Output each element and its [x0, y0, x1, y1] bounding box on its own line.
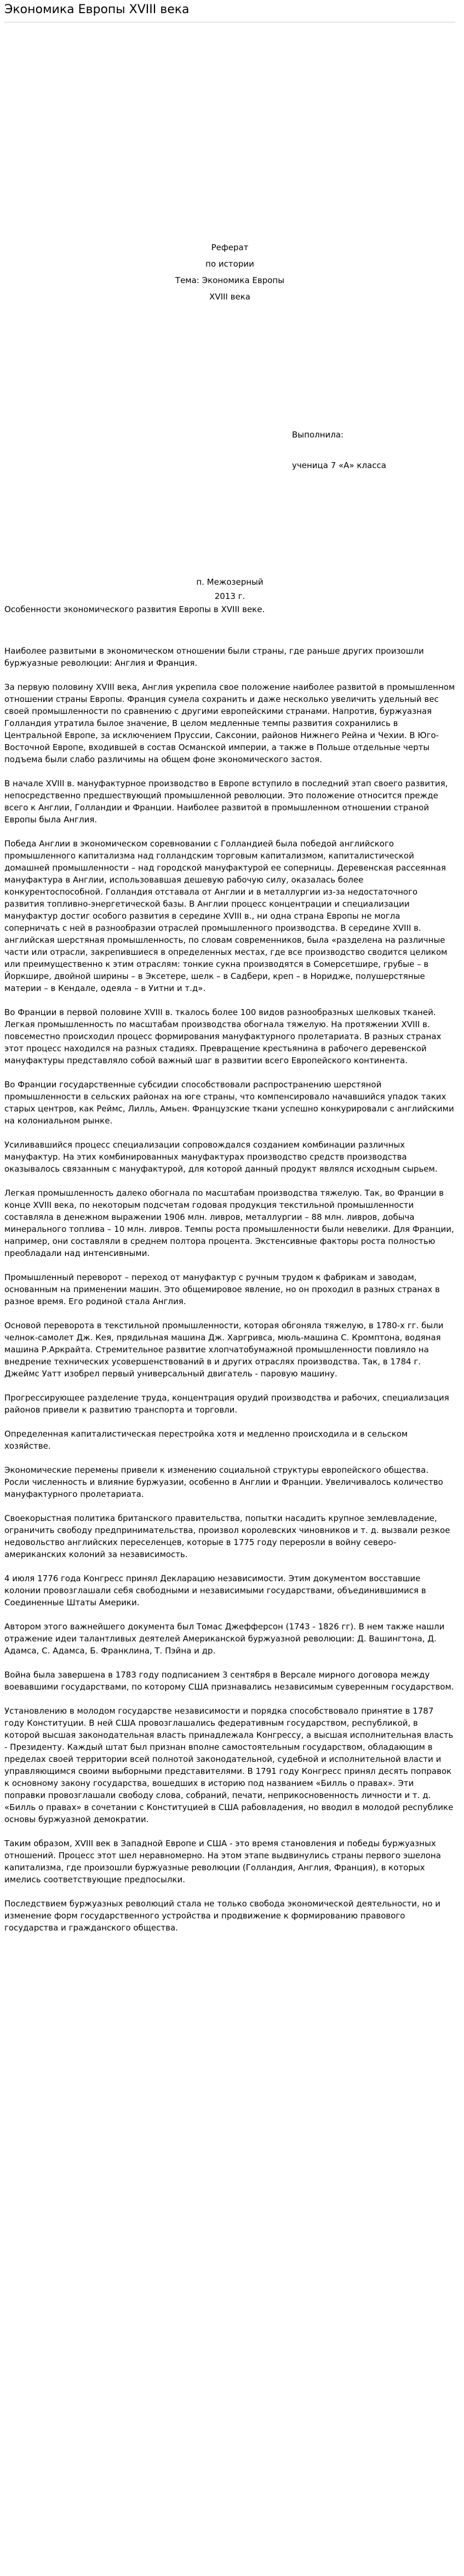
title-line-essay: Реферат — [211, 243, 249, 252]
paragraph: Усиливавшийся процесс специализации сопровождался созданием комбинации различных мануфактур. На этих комбинированных мануфактурах производство средств производства оказывалось связанным с мануфактурой, для которой данный продукт являлся исходным сырьем. — [4, 1140, 438, 1174]
document-title: Экономика Европы XVIII века — [4, 2, 455, 22]
performer-block — [292, 428, 455, 472]
performer-label: Выполнила: — [292, 430, 344, 440]
place-text: п. Межозерный — [196, 577, 263, 587]
paragraph: За первую половину XVIII века, Англия укрепила свое положение наиболее развитой в промышленном отношении страны Европы. Франция сумела сохранить и даже несколько увеличить удельный вес своей промышленности по сравнению с другими европейскими странами. Напротив, буржуазная Голландия утратила былое значение, В целом медленные темпы развития сохранились в Центральной Европе, за исключением Пруссии, Саксонии, районов Нижнего Рейна и Чехии. В Юго-Восточной Европе, входившей в состав Османской империи, а также в Польше отдельные черты подъема были слабо различимы на общем фоне экономического застоя. — [4, 682, 455, 764]
title-line-topic-cont: XVIII века — [209, 292, 250, 302]
paragraph: В начале XVIII в. мануфактурное производство в Европе вступило в последний этап своего развития, непосредственно предшествующий промышленной революции. Это положение относится прежде всего к Англии, Голландии и Франции. Наиболее развитой в промышленном отношении страной Европы была Англия. — [4, 779, 448, 825]
paragraph: Прогрессирующее разделение труда, концентрация орудий производства и рабочих, специализация районов привели к развитию транспорта и торговли. — [4, 1393, 449, 1415]
paragraph: Промышленный переворот – переход от мануфактур с ручным трудом к фабрикам и заводам, основанным на применении машин. Это общемировое явление, но он проходил в разных странах в разное время. Его родиной стала Англия. — [4, 1272, 440, 1306]
essay-heading: Особенности экономического развития Европы в XVIII веке. — [4, 604, 265, 614]
place-year-block — [4, 575, 455, 603]
title-line-subject: по истории — [205, 259, 254, 269]
paragraph: Война была завершена в 1783 году подписанием 3 сентября в Версале мирного договора между воевавшими государствами, по которому США признавались независимым суверенным государством. — [4, 1670, 454, 1692]
paragraph: Основой переворота в текстильной промышленности, которая обгоняла тяжелую, в 1780-х гг. были челнок-самолет Дж. Кея, прядильная машина Дж. Харгривса, мюль-машина С. Кромптона, водяная машина Р.Аркрайта. Стремительное развитие хлопчатобумажной промышленности повлияло на внедрение технических усовершенствований в и других отраслях производства. Так, в 1784 г. Джеймс Уатт изобрел первый универсальный двигатель - паровую машину. — [4, 1321, 444, 1379]
title-line-topic: Тема: Экономика Европы — [175, 275, 285, 285]
paragraph: Победа Англии в экономическом соревновании с Голландией была победой английского промышленного капитализма над голландским торговым капитализмом, капиталистической домашней промышленности – над городской мануфактурой ее соперницы. Деревенская рассеянная мануфактура в Англии, использовавшая дешевую рабочую силу, оказалась более конкурентоспособной. Голландия отставала от Англии и в металлургии из-за недостаточного развития топливно-энергетической базы. В Англии процесс концентрации и специализации мануфактур достиг особого развития в середине XVIII в., ни одна страна Европы не могла соперничать с ней в разнообразии отраслей промышленного производства. В середине XVIII в. английская шерстяная промышленность, по словам современников, была «разделена на различные части или отрасли, закрепившиеся в определенных местах, где все производство сводится целиком или преимущественно к этим отраслям: тонкие сукна производятся в Сомерсетшире, грубые – в Йоркшире, двойной ширины – в Эксетере, шелк – в Садбери, креп – в Норидже, полушерстяные материи – в Кендале, одеяла – в Уитни и т.д». — [4, 839, 448, 993]
essay-content — [4, 603, 455, 1934]
paragraph: Своекорыстная политика британского правительства, попытки насадить крупное землевладение, ограничить свободу предпринимательства, произвол королевских чиновников и т. д. вызвали резкое недовольство английских переселенцев, которые в 1775 году перерosли в войну северо-американских колоний за независимость. — [4, 1513, 450, 1559]
performer-student: ученица 7 «А» класса — [292, 460, 386, 470]
paragraph: Последствием буржуазных революций стала не только свобода экономической деятельности, но и изменение форм государственного устройства и продвижение к формированию правового государства и гражданского общества. — [4, 1899, 441, 1933]
paragraph: Экономические перемены привели к изменению социальной структуры европейского общества. Росли численность и влияние буржуазии, особенно в Англии и Франции. Увеличивалось количество мануфактурного пролетариата. — [4, 1465, 443, 1499]
paragraph: Во Франции государственные субсидии способствовали распространению шерстяной промышленности в сельских районах на юге страны, что компенсировало начавшийся упадок таких старых центров, как Реймс, Лилль, Амьен. Французские ткани успешно конкурировали с английскими на колониальном рынке. — [4, 1080, 454, 1126]
year-text: 2013 г. — [214, 591, 245, 601]
paragraph: Во Франции в первой половине XVIII в. ткалось более 100 видов разнообразных шелковых тканей. Легкая промышленность по масштабам производства обогнала тяжелую. На протяжении XVIII в. повсеместно происходил процесс формирования мануфактурного пролетариата. В разных странах этот процесс находился на разных стадиях. Превращение крестьянина в рабочего деревенской мануфактуры представляло собой важный шаг в развитии всего Европейского континента. — [4, 1007, 442, 1065]
paragraph: Определенная капиталистическая перестройка хотя и медленно происходила и в сельском хозяйстве. — [4, 1429, 408, 1451]
title-block — [4, 239, 455, 305]
paragraph: Наиболее развитыми в экономическом отношении были страны, где раньше других произошли буржуазные революции: Англия и Франция. — [4, 646, 424, 668]
paragraph: Таким образом, XVIII век в Западной Европе и США - это время становления и победы буржуазных отношений. Процесс этот шел неравномерно. На этом этапе выдвинулись страны первого эшелона капитализма, где произошли буржуазные революции (Голландия, Англия, Франция), в которых имелись соответствующие предпосылки. — [4, 1839, 441, 1885]
paragraph: 4 июля 1776 года Конгресс принял Декларацию независимости. Этим документом восставшие колонии провозглашали себя свободными и независимыми государствами, объединившимися в Соединенные Штаты Америки. — [4, 1574, 426, 1607]
paragraph: Легкая промышленность далеко обогнала по масштабам производства тяжелую. Так, во Франции в конце XVIII века, по некоторым подсчетам годовая продукция текстильной промышленности составляла в денежном выражении 1906 млн. ливров, металлургии – 88 млн. ливров, добыча минерального топлива – 10 млн. ливров. Темпы роста промышленности были невелики. Для Франции, например, они составляли в среднем полтора процента. Экстенсивные факторы роста полностью преобладали над интенсивными. — [4, 1188, 454, 1258]
paragraph: Автором этого важнейшего документа был Томас Джефферсон (1743 - 1826 гг). В нем также нашли отражение идеи талантливых деятелей Американской буржуазной революции: Д. Вашингтона, Д. Адамса, С. Адамса, Б. Франклина, Т. Пэйна и др. — [4, 1622, 445, 1656]
paragraph: Установлению в молодом государстве независимости и порядка способствовало принятие в 1787 году Конституции. В ней США провозглашались федеративным государством, республикой, в которой высшая законодательная власть принадлежала Конгрессу, а высшая исполнительная власть - Президенту. Каждый штат был признан вполне самостоятельным государством, обладающим в пределах своей территории всей полнотой законодательной, судебной и исполнительной власти и управляющимся своими выборными представителями. В 1791 году Конгресс принял десять поправок к основному закону государства, вошедших в историю под названием «Билль о правах». Эти поправки провозглашали свободу слова, собраний, печати, неприкосновенность личности и т. д. «Билль о правах» в сочетании с Конституцией в США рабовладения, но вводил в молодой республике основы буржуазной демократии. — [4, 1706, 454, 1824]
